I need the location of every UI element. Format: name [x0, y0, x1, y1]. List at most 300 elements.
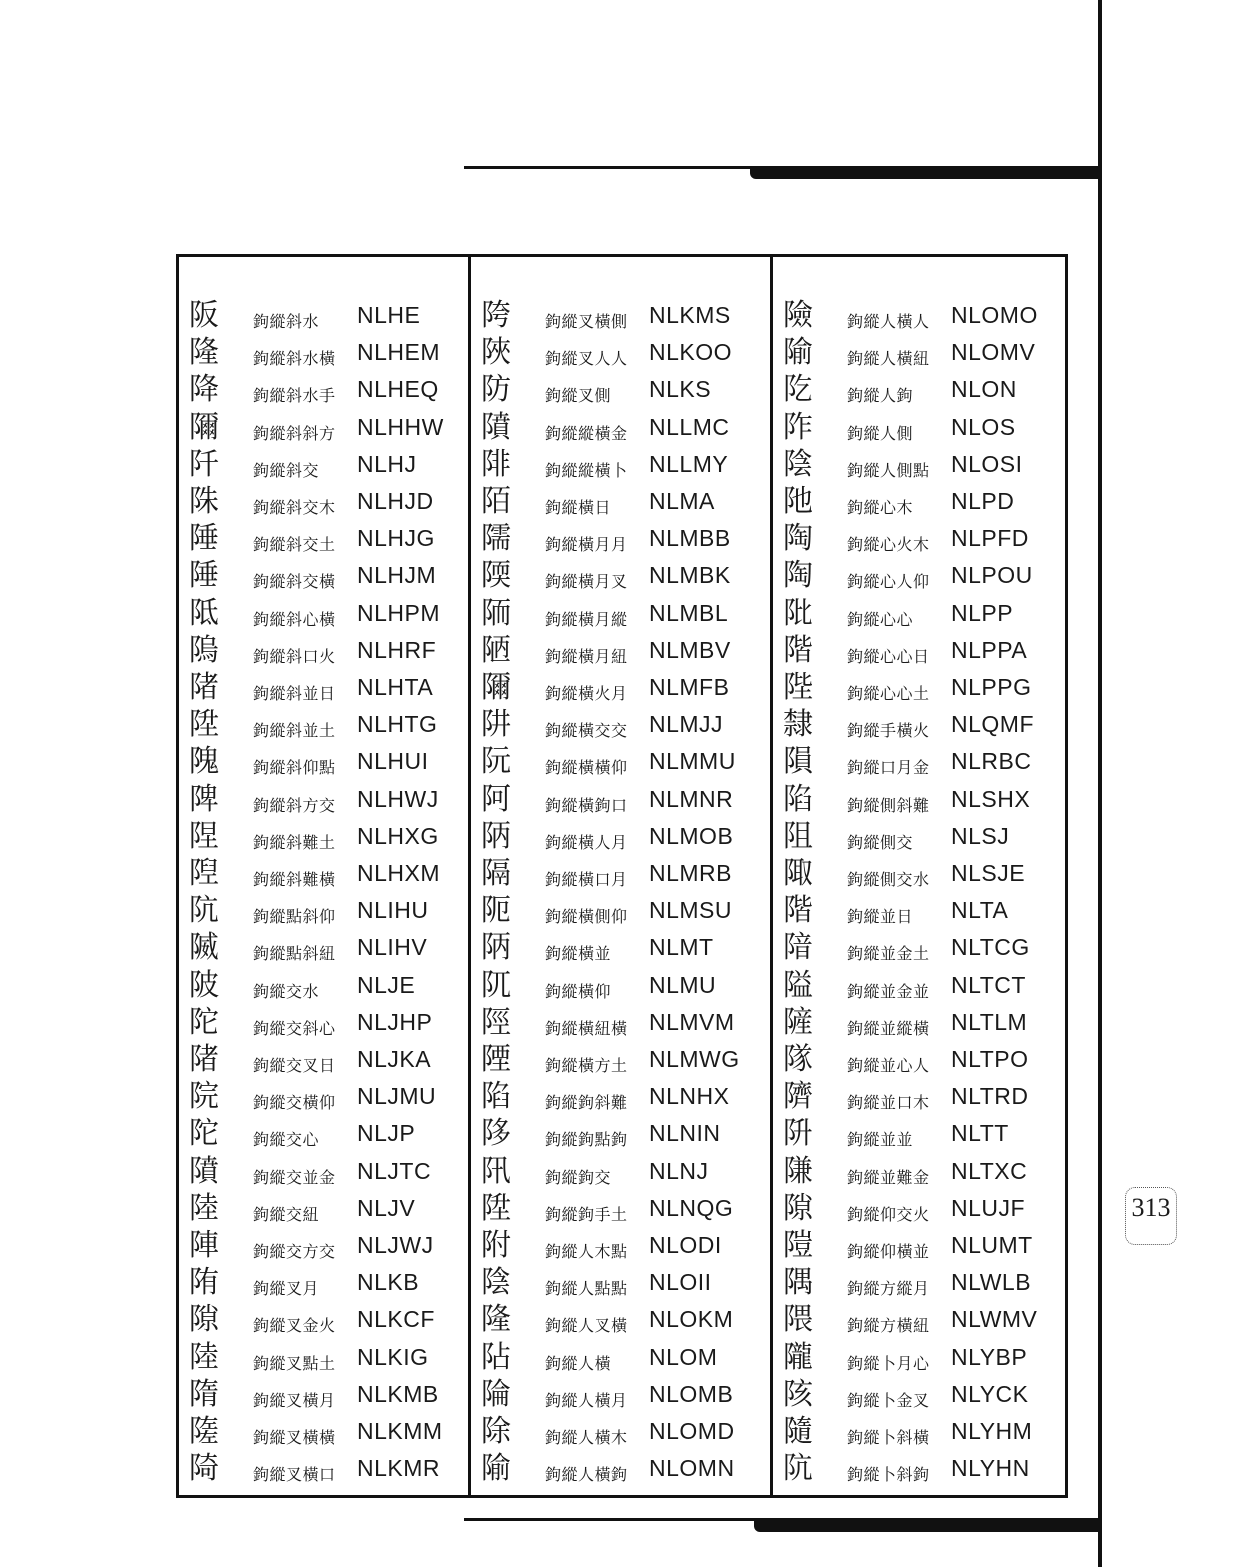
character-glyph: 陴 [189, 781, 219, 817]
input-code: NLMOB [649, 822, 734, 849]
character-glyph: 陌 [481, 484, 511, 519]
stroke-sequence: 鉤縱橫交交 [545, 721, 628, 741]
character-glyph: 陼 [189, 1042, 219, 1077]
page-number: 313 [1125, 1187, 1177, 1245]
input-code: NLTA [951, 897, 1009, 924]
input-code: NLOMN [649, 1455, 735, 1482]
stroke-sequence: 鉤縱橫月縱 [545, 609, 628, 629]
table-row [773, 669, 1065, 706]
table-row [179, 483, 469, 520]
stroke-sequence: 鉤縱人橫木 [545, 1428, 628, 1447]
table-row [179, 781, 469, 818]
input-code: NLHRF [357, 636, 437, 663]
character-glyph: 陶 [783, 558, 813, 594]
character-glyph: 阮 [481, 744, 511, 780]
character-glyph: 陣 [189, 1228, 219, 1263]
stroke-sequence: 鉤縱斜仰點 [253, 758, 336, 778]
stroke-sequence: 鉤縱斜交土 [253, 535, 336, 555]
table-row [179, 1413, 469, 1450]
stroke-sequence: 鉤縱人點點 [545, 1279, 628, 1299]
stroke-sequence: 鉤縱心火木 [847, 535, 930, 555]
character-glyph: 陼 [189, 670, 219, 705]
character-glyph: 陲 [189, 558, 219, 594]
table-row [471, 743, 770, 780]
character-glyph: 阬 [189, 893, 219, 929]
character-glyph: 陎 [189, 484, 219, 519]
character-glyph: 附 [481, 1228, 511, 1263]
table-row [773, 557, 1065, 594]
stroke-sequence: 鉤縱橫火月 [545, 684, 628, 703]
character-glyph: 陃 [481, 930, 511, 966]
stroke-sequence: 鉤縱橫鉤口 [545, 795, 628, 815]
input-code: NLKS [649, 376, 712, 403]
table-row [179, 1190, 469, 1227]
input-code: NLJE [357, 971, 416, 998]
table-row [179, 409, 469, 446]
stroke-sequence: 鉤縱人橫人 [847, 312, 930, 331]
stroke-sequence: 鉤縱叉金火 [253, 1316, 336, 1336]
input-code: NLKMM [357, 1418, 443, 1444]
stroke-sequence: 鉤縱橫並 [545, 944, 612, 964]
character-glyph: 陃 [481, 818, 511, 854]
stroke-sequence: 鉤縱並難金 [847, 1167, 930, 1187]
stroke-sequence: 鉤縱橫橫仰 [545, 758, 628, 778]
input-code: NLJWJ [357, 1232, 434, 1258]
stroke-sequence: 鉤縱方橫紐 [847, 1316, 930, 1336]
input-code: NLOMB [649, 1380, 734, 1407]
table-row [179, 706, 469, 743]
character-glyph: 陏 [189, 1265, 219, 1301]
stroke-sequence: 鉤縱交紐 [253, 1204, 320, 1224]
input-code: NLJTC [357, 1157, 432, 1184]
input-code: NLSJE [951, 860, 1026, 886]
input-code: NLIHV [357, 934, 428, 961]
stroke-sequence: 鉤縱斜方交 [253, 795, 336, 815]
table-row [471, 1190, 770, 1227]
table-row [471, 1339, 770, 1376]
input-code: NLMBB [649, 525, 731, 552]
input-code: NLTCG [951, 934, 1030, 961]
table-row [471, 1078, 770, 1115]
input-code: NLTLM [951, 1008, 1028, 1035]
stroke-sequence: 鉤縱心心日 [847, 646, 930, 666]
input-code: NLMFB [649, 674, 730, 700]
table-row [471, 706, 770, 743]
stroke-sequence: 鉤縱叉橫口 [253, 1465, 336, 1485]
table-row [179, 1078, 469, 1115]
stroke-sequence: 鉤縱方縱月 [847, 1279, 930, 1299]
character-glyph: 陯 [481, 1376, 511, 1412]
input-code: NLPFD [951, 525, 1029, 552]
input-code: NLMBL [649, 599, 729, 626]
input-code: NLHWJ [357, 785, 439, 812]
input-code: NLHHW [357, 413, 444, 440]
table-row [471, 929, 770, 966]
character-glyph: 隊 [783, 1042, 813, 1077]
input-code: NLTXC [951, 1157, 1028, 1184]
table-row [773, 1078, 1065, 1115]
stroke-sequence: 鉤縱人鉤 [847, 386, 914, 406]
character-glyph: 隆 [189, 335, 219, 371]
input-code: NLOMD [649, 1418, 735, 1444]
table-row [773, 1041, 1065, 1078]
table-row [179, 1004, 469, 1041]
stroke-sequence: 鉤縱鉤手土 [545, 1204, 628, 1224]
input-code: NLOSI [951, 450, 1023, 477]
input-code: NLTRD [951, 1083, 1029, 1110]
character-glyph: 隅 [783, 1265, 813, 1301]
character-glyph: 降 [189, 372, 219, 408]
table-row [773, 1301, 1065, 1338]
stroke-sequence: 鉤縱側交水 [847, 870, 930, 889]
character-glyph: 陜 [481, 335, 511, 371]
table-row [471, 557, 770, 594]
table-row [471, 1264, 770, 1301]
table-row [773, 1450, 1065, 1487]
table-row [773, 297, 1065, 334]
character-glyph: 阩 [783, 1116, 813, 1152]
input-code: NLYBP [951, 1343, 1028, 1370]
input-code: NLMMU [649, 748, 736, 775]
input-code: NLHXM [357, 860, 441, 886]
stroke-sequence: 鉤縱交橫仰 [253, 1093, 336, 1113]
character-glyph: 陸 [189, 1190, 219, 1226]
character-glyph: 陬 [783, 856, 813, 891]
stroke-sequence: 鉤縱人橫鉤 [545, 1465, 628, 1485]
character-glyph: 院 [189, 1079, 219, 1115]
stroke-sequence: 鉤縱橫紐橫 [545, 1018, 628, 1038]
character-glyph: 阢 [481, 967, 511, 1003]
table-row [773, 855, 1065, 892]
character-glyph: 阠 [481, 1153, 511, 1189]
input-code: NLNJ [649, 1157, 709, 1184]
table-row [773, 1413, 1065, 1450]
input-code: NLMWG [649, 1046, 740, 1072]
input-code: NLTT [951, 1120, 1009, 1147]
table-row [179, 1450, 469, 1487]
table-row [471, 595, 770, 632]
stroke-sequence: 鉤縱並心人 [847, 1056, 930, 1075]
table-row [471, 781, 770, 818]
character-glyph: 隮 [783, 1079, 813, 1115]
input-code: NLIHU [357, 897, 429, 924]
table-row [179, 446, 469, 483]
table-row [773, 1153, 1065, 1190]
stroke-sequence: 鉤縱手橫火 [847, 721, 930, 741]
input-code: NLOS [951, 413, 1016, 440]
character-glyph: 隫 [481, 409, 511, 445]
table-row [773, 334, 1065, 371]
character-glyph: 陸 [189, 1339, 219, 1375]
input-code: NLMVM [649, 1008, 735, 1035]
table-row [179, 1301, 469, 1338]
character-glyph: 阤 [783, 484, 813, 519]
character-glyph: 隑 [783, 1228, 813, 1263]
stroke-sequence: 鉤縱心心土 [847, 684, 930, 703]
input-code: NLSJ [951, 822, 1010, 849]
footer-rule-thick [754, 1521, 1100, 1532]
input-code: NLHJ [357, 450, 417, 477]
character-glyph: 陷 [783, 781, 813, 817]
stroke-sequence: 鉤縱交叉日 [253, 1056, 336, 1075]
stroke-sequence: 鉤縱側交 [847, 832, 914, 852]
stroke-sequence: 鉤縱縱橫卜 [545, 460, 628, 480]
input-code: NLWMV [951, 1306, 1038, 1333]
character-glyph: 陻 [481, 1042, 511, 1077]
character-glyph: 阨 [481, 893, 511, 929]
input-code: NLMBV [649, 636, 731, 663]
character-glyph: 隡 [783, 1004, 813, 1040]
input-code: NLON [951, 376, 1017, 403]
stroke-sequence: 鉤縱斜交橫 [253, 572, 336, 592]
input-code: NLWLB [951, 1269, 1032, 1296]
stroke-sequence: 鉤縱心木 [847, 498, 914, 517]
table-row [471, 632, 770, 669]
character-glyph: 陰 [481, 1265, 511, 1301]
character-glyph: 防 [481, 372, 511, 408]
stroke-sequence: 鉤縱交斜心 [253, 1018, 336, 1038]
table-row [773, 929, 1065, 966]
input-code: NLHPM [357, 599, 441, 626]
stroke-sequence: 鉤縱斜水橫 [253, 349, 336, 369]
character-glyph: 阰 [783, 595, 813, 631]
table-row [773, 706, 1065, 743]
table-row [773, 781, 1065, 818]
input-code: NLOKM [649, 1306, 734, 1333]
stroke-sequence: 鉤縱縱橫金 [545, 423, 628, 443]
input-code: NLHJG [357, 525, 435, 552]
stroke-sequence: 鉤縱側斜難 [847, 795, 930, 815]
table-row [773, 1376, 1065, 1413]
table-row [773, 1004, 1065, 1041]
stroke-sequence: 鉤縱橫方土 [545, 1056, 628, 1075]
character-glyph: 陑 [481, 595, 511, 631]
stroke-sequence: 鉤縱斜交 [253, 460, 320, 480]
stroke-sequence: 鉤縱斜並土 [253, 721, 336, 741]
table-row [471, 297, 770, 334]
character-glyph: 隔 [481, 856, 511, 891]
character-glyph: 陞 [481, 1190, 511, 1226]
input-code: NLKOO [649, 339, 733, 366]
stroke-sequence: 鉤縱卜斜橫 [847, 1428, 930, 1447]
table-row [773, 967, 1065, 1004]
character-glyph: 險 [783, 298, 813, 333]
stroke-sequence: 鉤縱叉橫月 [253, 1390, 336, 1410]
input-code: NLODI [649, 1232, 722, 1258]
input-code: NLKCF [357, 1306, 435, 1333]
stroke-sequence: 鉤縱並金並 [847, 981, 930, 1001]
input-code: NLUMT [951, 1232, 1033, 1258]
input-code: NLPOU [951, 562, 1033, 589]
stroke-sequence: 鉤縱人橫紐 [847, 349, 930, 369]
character-glyph: 隙 [783, 1190, 813, 1226]
character-glyph: 陋 [481, 632, 511, 668]
table-row [179, 632, 469, 669]
table-row [471, 1376, 770, 1413]
character-glyph: 阿 [481, 781, 511, 817]
stroke-sequence: 鉤縱並金土 [847, 944, 930, 964]
table-row [773, 892, 1065, 929]
table-row [773, 743, 1065, 780]
stroke-sequence: 鉤縱人側 [847, 423, 914, 443]
stroke-sequence: 鉤縱交心 [253, 1130, 320, 1150]
input-code: NLMU [649, 971, 717, 998]
table-row [179, 1227, 469, 1264]
input-code: NLMA [649, 488, 715, 514]
stroke-sequence: 鉤縱點斜仰 [253, 907, 336, 927]
input-code: NLHJD [357, 488, 434, 514]
character-glyph: 隃 [481, 1451, 511, 1487]
table-column-1 [179, 257, 469, 1495]
input-code: NLPD [951, 488, 1015, 514]
stroke-sequence: 鉤縱橫仰 [545, 981, 612, 1001]
table-row [179, 892, 469, 929]
character-glyph: 隖 [189, 632, 219, 668]
stroke-sequence: 鉤縱並口木 [847, 1093, 930, 1113]
stroke-sequence: 鉤縱斜難橫 [253, 870, 336, 889]
character-glyph: 陞 [189, 707, 219, 743]
character-glyph: 陾 [481, 558, 511, 594]
stroke-sequence: 鉤縱心人仰 [847, 572, 930, 592]
input-code: NLMSU [649, 897, 733, 924]
table-row [471, 371, 770, 408]
stroke-sequence: 鉤縱交並金 [253, 1167, 336, 1187]
character-glyph: 隉 [189, 856, 219, 891]
stroke-sequence: 鉤縱仰橫並 [847, 1242, 930, 1261]
input-code: NLNQG [649, 1194, 734, 1221]
input-code: NLTCT [951, 971, 1026, 998]
character-glyph: 陊 [481, 1116, 511, 1152]
stroke-sequence: 鉤縱橫口月 [545, 870, 628, 889]
table-row [179, 520, 469, 557]
character-glyph: 陔 [783, 1376, 813, 1412]
table-row [471, 520, 770, 557]
stroke-sequence: 鉤縱卜斜鉤 [847, 1465, 930, 1485]
input-code: NLJP [357, 1120, 416, 1147]
stroke-sequence: 鉤縱斜水手 [253, 386, 336, 406]
input-code: NLSHX [951, 785, 1031, 812]
character-glyph: 階 [783, 632, 813, 668]
character-glyph: 隭 [481, 521, 511, 557]
character-glyph: 阽 [481, 1339, 511, 1375]
table-row [773, 595, 1065, 632]
input-code: NLHUI [357, 748, 429, 775]
table-row [773, 1115, 1065, 1152]
table-row [471, 892, 770, 929]
input-code: NLHTA [357, 674, 434, 700]
table-row [471, 483, 770, 520]
table-row [773, 1264, 1065, 1301]
stroke-sequence: 鉤縱橫人月 [545, 832, 628, 852]
input-code: NLTPO [951, 1046, 1029, 1072]
input-code: NLPPG [951, 674, 1032, 700]
input-code: NLMJJ [649, 711, 724, 738]
stroke-sequence: 鉤縱人木點 [545, 1242, 628, 1261]
table-row [471, 1115, 770, 1152]
table-row [471, 446, 770, 483]
input-code: NLMRB [649, 860, 733, 886]
input-code: NLJMU [357, 1083, 437, 1110]
input-code: NLKMS [649, 302, 731, 328]
table-row [471, 1450, 770, 1487]
table-row [471, 1004, 770, 1041]
stroke-sequence: 鉤縱叉月 [253, 1279, 320, 1299]
table-row [471, 1413, 770, 1450]
input-code: NLJKA [357, 1046, 432, 1072]
character-glyph: 阼 [783, 409, 813, 445]
stroke-sequence: 鉤縱斜斜方 [253, 423, 336, 443]
stroke-sequence: 鉤縱人側點 [847, 460, 930, 480]
character-glyph: 陰 [783, 446, 813, 482]
input-code: NLMNR [649, 785, 734, 812]
table-row [471, 1041, 770, 1078]
input-code: NLYCK [951, 1380, 1029, 1407]
input-code: NLHXG [357, 822, 439, 849]
character-glyph: 阬 [783, 1451, 813, 1487]
character-glyph: 隓 [189, 1414, 219, 1449]
header-rule-thick [750, 168, 1100, 179]
table-row [179, 855, 469, 892]
character-glyph: 陘 [481, 1004, 511, 1040]
character-glyph: 陛 [783, 670, 813, 705]
input-code: NLQMF [951, 711, 1034, 738]
character-glyph: 阱 [481, 707, 511, 743]
table-row [179, 929, 469, 966]
character-glyph: 隸 [783, 707, 813, 743]
stroke-sequence: 鉤縱口月金 [847, 758, 930, 778]
stroke-sequence: 鉤縱卜金叉 [847, 1390, 930, 1410]
table-row [179, 297, 469, 334]
character-glyph: 隇 [189, 930, 219, 966]
character-glyph: 隙 [189, 1302, 219, 1338]
stroke-sequence: 鉤縱橫側仰 [545, 907, 628, 927]
character-glyph: 陭 [189, 1451, 219, 1487]
stroke-sequence: 鉤縱叉側 [545, 386, 612, 406]
character-glyph: 陷 [481, 1079, 511, 1115]
table-row [179, 1339, 469, 1376]
input-code: NLOMO [951, 302, 1038, 328]
stroke-sequence: 鉤縱斜水 [253, 312, 320, 331]
character-glyph: 隘 [783, 967, 813, 1003]
character-glyph: 阪 [189, 298, 219, 333]
character-glyph: 隒 [783, 1153, 813, 1189]
stroke-sequence: 鉤縱卜月心 [847, 1353, 930, 1373]
character-glyph: 陀 [189, 1004, 219, 1040]
table-row [179, 1153, 469, 1190]
input-code: NLLMY [649, 450, 729, 477]
table-row [471, 1153, 770, 1190]
stroke-sequence: 鉤縱斜難土 [253, 832, 336, 852]
input-code: NLHEM [357, 339, 441, 366]
input-code: NLKB [357, 1269, 420, 1296]
table-row [471, 1301, 770, 1338]
input-code: NLYHN [951, 1455, 1030, 1482]
stroke-sequence: 鉤縱橫月叉 [545, 572, 628, 592]
table-row [471, 409, 770, 446]
input-code: NLOII [649, 1269, 712, 1296]
table-row [471, 855, 770, 892]
stroke-sequence: 鉤縱鉤交 [545, 1167, 612, 1187]
input-code: NLJV [357, 1194, 416, 1221]
input-code: NLJHP [357, 1008, 433, 1035]
input-code: NLNIN [649, 1120, 721, 1147]
stroke-sequence: 鉤縱交水 [253, 981, 320, 1001]
character-glyph: 隃 [783, 335, 813, 371]
character-glyph: 隨 [783, 1414, 813, 1449]
stroke-sequence: 鉤縱叉橫側 [545, 312, 628, 331]
stroke-sequence: 鉤縱叉點土 [253, 1353, 336, 1373]
table-row [773, 1190, 1065, 1227]
